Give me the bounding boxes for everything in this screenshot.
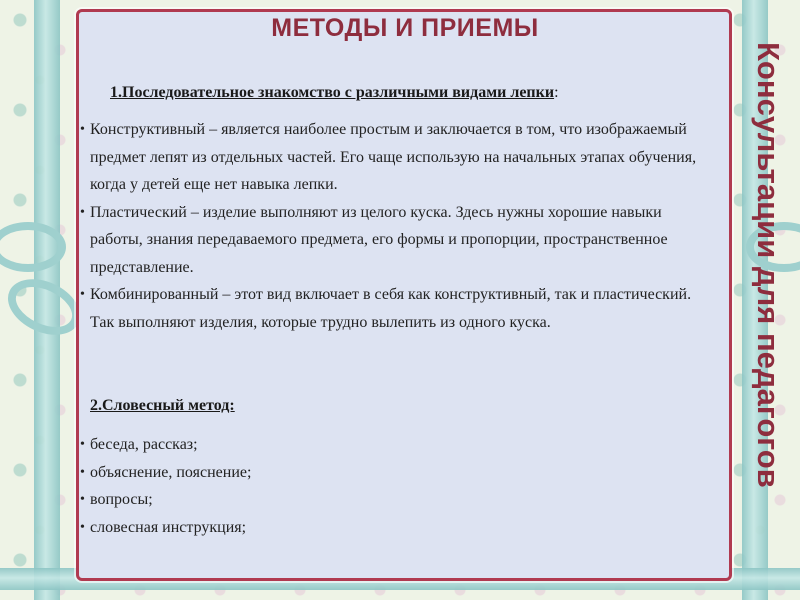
bullet-icon: • — [80, 519, 85, 535]
bullet-icon: • — [80, 204, 85, 220]
side-label: Консультации для педагогов — [751, 42, 786, 488]
section2-heading-text: 2.Словесный метод: — [90, 397, 235, 414]
section1-heading — [110, 84, 559, 102]
section1-heading-suffix: : — [554, 84, 559, 101]
list-item-text: словесная инструкция; — [90, 518, 247, 536]
list-item-text: Пластический – изделие выполняют из целого куска. Здесь нужны хорошие навыки работы, знания передаваемого предмета, его формы и пропорции, пространственное представление. — [90, 203, 668, 276]
list-item-text: Комбинированный – этот вид включает в себя как конструктивный, так и пластический. Так выполняют изделия, которые трудно вылепить из одного куска. — [90, 286, 692, 331]
list-item — [78, 281, 718, 336]
list-item — [78, 431, 698, 459]
section1-list — [78, 116, 718, 336]
section2-list — [78, 431, 698, 541]
list-item-text: беседа, рассказ; — [90, 436, 198, 453]
bullet-icon: • — [80, 122, 85, 137]
bullet-icon: • — [80, 287, 85, 302]
list-item — [78, 459, 698, 487]
section1-heading-text: 1.Последовательное знакомство с различными видами лепки — [110, 84, 555, 101]
bullet-icon: • — [80, 492, 85, 507]
list-item — [78, 514, 698, 542]
bullet-icon: • — [80, 464, 85, 480]
list-item — [78, 199, 718, 282]
list-item — [78, 486, 698, 514]
slide-title: МЕТОДЫ И ПРИЕМЫ — [271, 14, 539, 42]
bullet-icon: • — [80, 437, 85, 452]
list-item-text: объяснение, пояснение; — [90, 463, 252, 481]
section2-heading — [90, 397, 235, 415]
list-item — [78, 116, 718, 199]
list-item-text: Конструктивный – является наиболее простым и заключается в том, что изображаемый предмет лепят из отдельных частей. Его чаще использую на начальных этапах обучения, когда у детей еще нет навыка лепки. — [90, 121, 697, 193]
list-item-text: вопросы; — [90, 491, 153, 508]
